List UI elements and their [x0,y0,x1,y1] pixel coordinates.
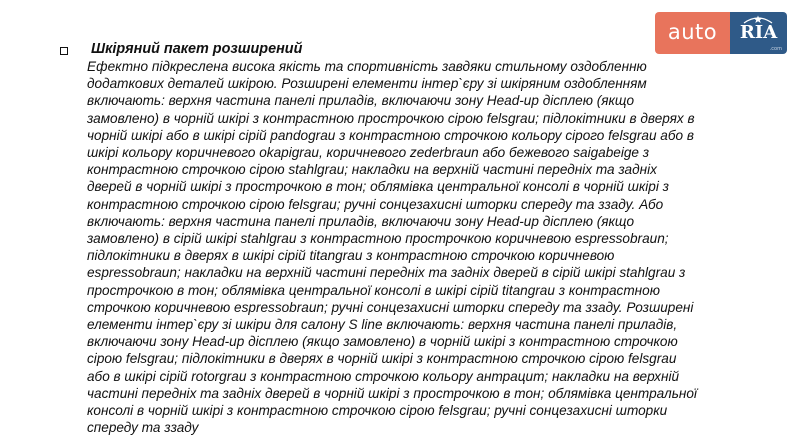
section-title: Шкіряний пакет розширений [91,41,303,57]
logo-ria-block [730,12,787,54]
body-line: сірою felsgrau; підлокітники в дверях в чорній шкірі з контрастною строчкою сірою felsgrau [87,351,677,367]
logo-ria-text: RIA [739,22,778,43]
star-icon [740,15,776,27]
body-line: спереду та ззаду [87,420,199,436]
body-line: елементи інтер`єру зі шкіри для салону S line включають: верхня частина панелі приладів, [87,317,678,333]
body-line: чорній шкірі або в шкірі сірій pandograu з контрастною строчкою кольору сірого felsgrau або в [87,127,694,143]
section-body [87,58,747,436]
body-line: консолі в чорній шкірі з контрастною строчкою сірою felsgrau; ручні сонцезахисні шторки [87,403,668,419]
body-line: або в шкірі сірій rotorgrau з контрастною строчкою кольору антрацит; накладки на верхній [87,368,680,384]
body-line: контрастною строчкою сірою stahlgrau; накладки на верхній частині передніх та задніх [87,162,657,178]
body-line: шкірі кольору коричневого okapigrau, коричневого zederbraun або бежевого saigabeige з [87,145,650,161]
logo-ria-subtext: .com [769,46,782,52]
body-line: підлокітники в дверях в шкірі сірій titangrau з контрастною строчкою коричневою [87,248,615,264]
body-line: прострочкою в тон; облямівка центральної консолі в шкірі сірій titangrau з контрастною [87,282,660,298]
body-line: включаючи зону Head-up дісплею (якщо замовлено) в чорній шкірі з контрастною строчкою [87,334,678,350]
body-line: espressobraun; накладки на верхній частині передніх та задніх дверей в сірій шкірі stahlgrau з [87,265,686,281]
body-line: замовлено) в чорній шкірі з контрастною прострочкою сірою felsgrau; підлокітники в дверях в [87,110,695,126]
body-line: частині передніх та задніх дверей в чорній шкірі з прострочкою в тон; облямівка центральної [87,385,697,401]
body-line: строчкою коричневою espressobraun; ручні сонцезахисні шторки спереду та ззаду. Розширені [87,299,694,315]
body-line: Ефектно підкреслена висока якість та спортивність завдяки стильному оздобленню [87,59,647,74]
autoria-watermark-logo [655,12,787,54]
body-line: додаткових деталей шкірою. Розширені елементи інтер`єру зі шкіряним оздобленням [87,76,647,92]
body-line: включають: верхня частина панелі приладів, включаючи зону Head-up дісплею (якщо [87,93,635,109]
body-line: дверей в чорній шкірі з прострочкою в тон; облямівка центральної консолі в чорній шкірі з [87,179,669,195]
body-line: контрастною строчкою сірою felsgrau; ручні сонцезахисні шторки спереду та ззаду. Або [87,196,664,212]
logo-auto-text: auto [655,12,730,54]
hollow-square-bullet-icon [60,47,68,55]
body-line: замовлено) в сірій шкірі stahlgrau з контрастною прострочкою коричневою espressobraun; [87,231,669,247]
body-line: включають: верхня частина панелі приладів, включаючи зону Head-up дісплею (якщо [87,213,635,229]
